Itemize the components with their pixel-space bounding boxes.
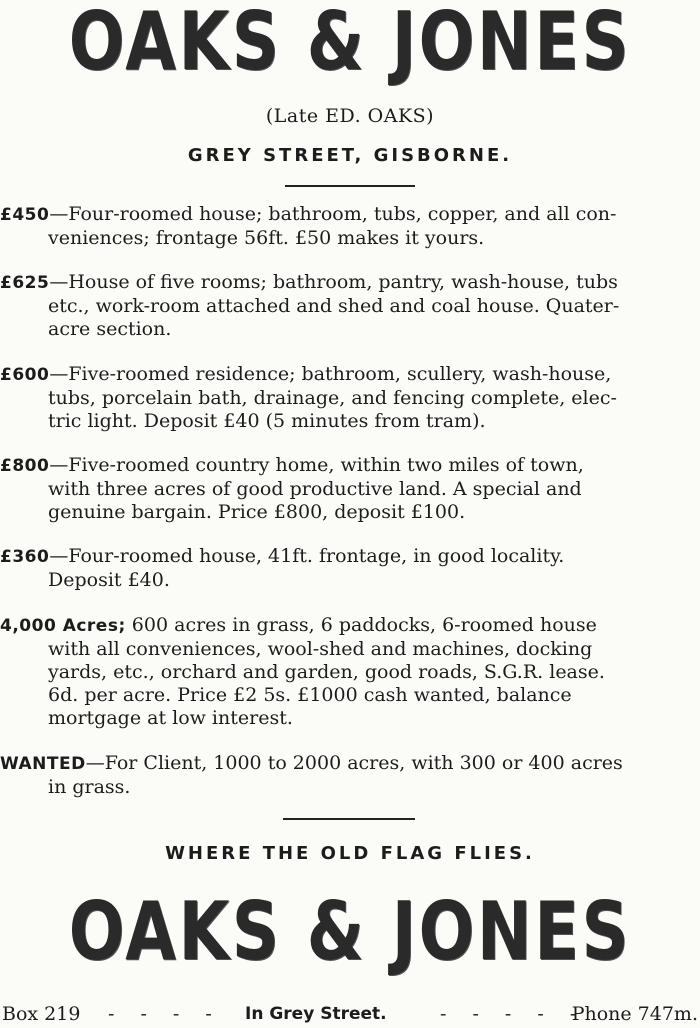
footer-box-number: Box 219 bbox=[2, 1003, 81, 1025]
listing-line: 6d. per acre. Price £2 5s. £1000 cash wanted, balance bbox=[48, 684, 572, 706]
footer-dots-right: - - - - - bbox=[440, 1003, 587, 1025]
listing-price: £800 bbox=[0, 456, 50, 476]
listing-price: £450 bbox=[0, 205, 50, 225]
listing-text: —Four-roomed house, 41ft. frontage, in good locality. bbox=[49, 545, 565, 567]
listing-450 bbox=[0, 203, 700, 250]
listing-600 bbox=[0, 363, 700, 433]
footer bbox=[0, 1003, 700, 1028]
listing-line: genuine bargain. Price £800, deposit £100. bbox=[48, 501, 466, 523]
listing-text: 600 acres in grass, 6 paddocks, 6-roomed house bbox=[125, 614, 597, 636]
footer-street: In Grey Street. bbox=[245, 1004, 387, 1024]
listing-line: with all conveniences, wool-shed and machines, docking bbox=[48, 638, 593, 660]
listing-line bbox=[0, 271, 700, 295]
masthead-top: OAKS & JONES bbox=[68, 0, 632, 88]
listing-price: 4,000 Acres; bbox=[0, 616, 126, 636]
listing-line: veniences; frontage 56ft. £50 makes it yours. bbox=[48, 227, 485, 249]
listing-4000-acres bbox=[0, 614, 700, 730]
divider-rule-bottom bbox=[283, 818, 415, 820]
subtitle-late-ed-oaks: (Late ED. OAKS) bbox=[265, 105, 435, 127]
listing-625 bbox=[0, 271, 700, 341]
footer-dots-left: - - - - bbox=[108, 1003, 222, 1025]
listing-line: acre section. bbox=[48, 318, 172, 340]
masthead-bottom: OAKS & JONES bbox=[68, 885, 632, 978]
listing-text: —Five-roomed residence; bathroom, scullery, wash-house, bbox=[49, 363, 612, 385]
listing-text: —Five-roomed country home, within two miles of town, bbox=[49, 454, 584, 476]
listing-price: £360 bbox=[0, 547, 50, 567]
listing-price: WANTED bbox=[0, 754, 86, 774]
listing-line bbox=[0, 203, 700, 227]
address-grey-street: GREY STREET, GISBORNE. bbox=[187, 145, 513, 166]
listing-line bbox=[0, 363, 700, 387]
listing-line: tric light. Deposit £40 (5 minutes from tram). bbox=[48, 410, 486, 432]
listing-800 bbox=[0, 454, 700, 524]
listing-line bbox=[0, 454, 700, 478]
listing-text: —For Client, 1000 to 2000 acres, with 300 or 400 acres bbox=[85, 752, 623, 774]
listing-text: —Four-roomed house; bathroom, tubs, copper, and all con- bbox=[49, 203, 617, 225]
listing-text: —House of five rooms; bathroom, pantry, wash-house, tubs bbox=[49, 271, 618, 293]
listing-line: mortgage at low interest. bbox=[48, 707, 293, 729]
listing-line bbox=[0, 614, 700, 638]
divider-rule-top bbox=[285, 185, 415, 187]
listing-line bbox=[0, 752, 700, 776]
listing-line: Deposit £40. bbox=[48, 569, 170, 591]
listing-line: yards, etc., orchard and garden, good roads, S.G.R. lease. bbox=[48, 661, 605, 683]
listing-line: etc., work-room attached and shed and coal house. Quater- bbox=[48, 295, 620, 317]
listing-wanted bbox=[0, 752, 700, 799]
listing-price: £600 bbox=[0, 365, 50, 385]
listing-price: £625 bbox=[0, 273, 50, 293]
footer-phone: Phone 747m. bbox=[571, 1003, 698, 1025]
slogan: WHERE THE OLD FLAG FLIES. bbox=[165, 843, 535, 864]
listing-line: in grass. bbox=[48, 776, 131, 798]
listing-line bbox=[0, 545, 700, 569]
listing-360 bbox=[0, 545, 700, 592]
listing-line: tubs, porcelain bath, drainage, and fencing complete, elec- bbox=[48, 387, 617, 409]
listing-line: with three acres of good productive land. A special and bbox=[48, 478, 582, 500]
